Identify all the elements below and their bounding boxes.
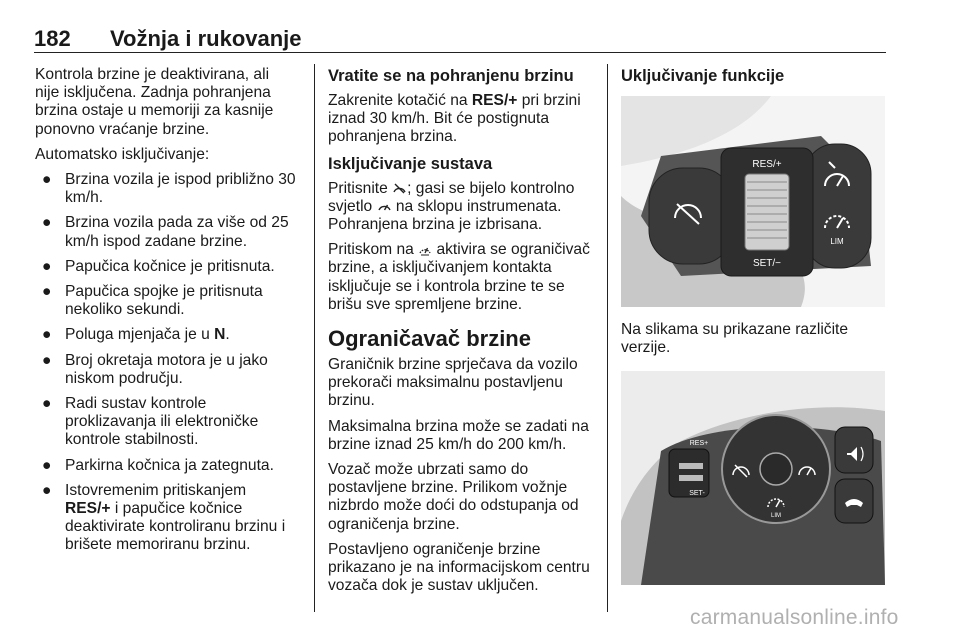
steering-wheel-illustration	[621, 371, 885, 585]
bullet-icon: ●	[42, 171, 52, 189]
list-item: ● Papučica spojke je pritisnuta nekoliko sekundi.	[42, 283, 263, 319]
list-item: ● Poluga mjenjača je u N.	[42, 326, 230, 344]
cruise-cancel-icon	[392, 182, 407, 195]
page-header	[34, 26, 886, 53]
steering-wheel-illustration	[621, 96, 885, 307]
paragraph: Zakrenite kotačić na RES/+ pri brzini iznad 30 km/h. Bit će postignuta pohranjena brzina.	[328, 92, 581, 146]
list-item: ● Radi sustav kontrole proklizavanja ili elektroničke kontrole stabilnosti.	[42, 395, 259, 449]
speed-limiter-icon	[418, 242, 432, 256]
set-label: SET/−	[752, 258, 782, 269]
list-item: ● Brzina vozila je ispod približno 30 km/h.	[42, 171, 296, 207]
cruise-control-lamp-icon	[377, 200, 392, 213]
bullet-icon: ●	[42, 456, 52, 474]
lim-label: LIM	[830, 237, 844, 246]
lim-label: LIM	[770, 513, 782, 520]
figure-caption: Na slikama su prikazane različite verzije.	[621, 321, 849, 357]
paragraph: Graničnik brzine sprječava da vozilo prekorači maksimalnu postavljenu brzinu.	[328, 356, 578, 410]
column-divider-1	[314, 64, 315, 612]
list-item: ● Broj okretaja motora je u jako niskom području.	[42, 351, 268, 387]
column-3	[621, 66, 889, 585]
steering-wheel-controls-figure-2	[621, 371, 885, 585]
bullet-icon: ●	[42, 351, 52, 369]
auto-off-list	[35, 171, 297, 555]
bullet-icon: ●	[42, 395, 52, 413]
column-2	[328, 66, 596, 602]
paragraph: Pritiskom na aktivira se ograničivač brzine, a isključivanjem kontakta isključuje se i kontrola brzine te se brišu sve spremljene brzine.	[328, 241, 590, 313]
paragraph: Pritisnite ; gasi se bijelo kontrolno svjetlo na sklopu instrumenata. Pohranjena brzina je izbrisana.	[328, 179, 575, 234]
paragraph: Vozač može ubrzati samo do postavljene brzine. Prilikom vožnje nizbrdo može doći do odstupanja od ograničenja brzine.	[328, 461, 579, 533]
list-item: ● Parkirna kočnica ja zategnuta.	[42, 456, 274, 474]
chapter-title: Vožnja i rukovanje	[110, 26, 302, 51]
paragraph: Automatsko isključivanje:	[35, 145, 210, 163]
section-heading-resume: Vratite se na pohranjenu brzinu	[328, 67, 574, 85]
res-label: RES/+	[752, 159, 782, 170]
paragraph: Postavljeno ograničenje brzine prikazano je na informacijskom centru vozača dok je sustav uključen.	[328, 540, 590, 595]
steering-wheel-controls-figure-1	[621, 96, 885, 307]
bullet-icon: ●	[42, 481, 52, 499]
set-label: SET-	[689, 490, 705, 498]
list-item: ● Brzina vozila pada za više od 25 km/h ispod zadane brzine.	[42, 214, 289, 250]
paragraph: Maksimalna brzina može se zadati na brzine iznad 25 km/h do 200 km/h.	[328, 417, 589, 453]
page-number: 182	[34, 26, 71, 51]
bullet-icon: ●	[42, 214, 52, 232]
section-heading-limiter: Ograničavač brzine	[328, 326, 531, 352]
list-item: ● Papučica kočnice je pritisnuta.	[42, 257, 275, 275]
column-divider-2	[607, 64, 608, 612]
column-1	[35, 66, 297, 562]
list-item: ● Istovremenim pritiskanjem RES/+ i papučice kočnice deaktivirate kontroliranu brzinu i brišete memoriranu brzinu.	[42, 481, 286, 554]
watermark: carmanualsonline.info	[690, 606, 899, 629]
section-heading-activate: Uključivanje funkcije	[621, 67, 785, 85]
bullet-icon: ●	[42, 283, 52, 301]
bullet-icon: ●	[42, 326, 52, 344]
paragraph: Kontrola brzine je deaktivirana, ali nije isključena. Zadnja pohranjena brzina ostaje u memoriji za kasnije ponovno vraćanje brzine.	[35, 66, 274, 138]
section-heading-off: Isključivanje sustava	[328, 154, 493, 173]
bullet-icon: ●	[42, 257, 52, 275]
res-label: RES+	[689, 440, 709, 448]
